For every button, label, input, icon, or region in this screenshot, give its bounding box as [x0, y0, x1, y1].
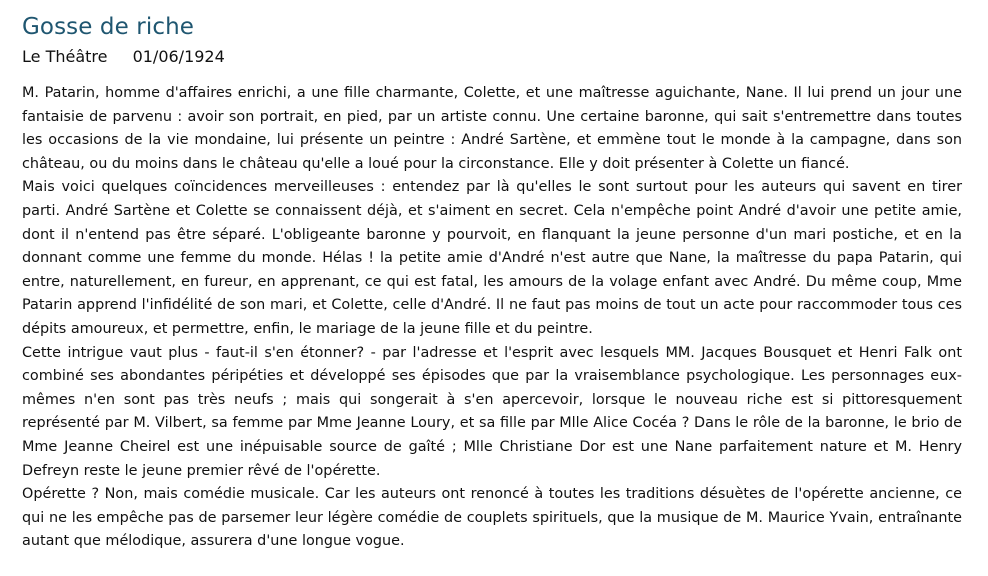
- paragraph: Cette intrigue vaut plus - faut-il s'en étonner? - par l'adresse et l'esprit avec lesquels MM. Jacques Bousquet et Henri Falk ont combiné ses abondantes péripéties et développé ses épisodes que par la vraisemblance psychologique. Les personnages eux-mêmes n'en sont pas très neufs ; mais qui songerait à s'en apercevoir, lorsque le nouveau riche est si pittoresquement représenté par M. Vilbert, sa femme par Mme Jeanne Loury, et sa fille par Mlle Alice Cocéa ? Dans le rôle de la baronne, le brio de Mme Jeanne Cheirel est une inépuisable source de gaîté ; Mlle Christiane Dor est une Nane parfaitement nature et M. Henry Defreyn reste le jeune premier rêvé de l'opérette.: [22, 344, 962, 479]
- paragraph: M. Patarin, homme d'affaires enrichi, a une fille charmante, Colette, et une maîtresse aguichante, Nane. Il lui prend un jour une fantaisie de parvenu : avoir son portrait, en pied, par un artiste connu. Une certaine baronne, qui sait s'entremettre dans toutes les occasions de la vie mondaine, lui présente un peintre : André Sartène, et emmène tout le monde à la campagne, dans son château, ou du moins dans le château qu'elle a loué pour la circonstance. Elle y doit présenter à Colette un fiancé.: [22, 85, 962, 172]
- document-page: [22, 12, 962, 554]
- article-meta: [22, 46, 962, 68]
- paragraph: Mais voici quelques coïncidences merveilleuses : entendez par là qu'elles le sont surtout pour les auteurs qui savent en tirer parti. André Sartène et Colette se connaissent déjà, et s'aiment en secret. Cela n'empêche point André d'avoir une petite amie, dont il n'entend pas être séparé. L'obligeante baronne y pourvoit, en flanquant la jeune personne d'un mari postiche, et en la donnant comme une femme du monde. Hélas ! la petite amie d'André n'est autre que Nane, la maîtresse du papa Patarin, qui entre, naturellement, en fureur, en apprenant, ce qui est fatal, les amours de la volage enfant avec André. Du même coup, Mme Patarin apprend l'infidélité de son mari, et Colette, celle d'André. Il ne faut pas moins de tout un acte pour raccommoder tous ces dépits amoureux, et permettre, enfin, le mariage de la jeune fille et du peintre.: [22, 179, 962, 337]
- article-title: Gosse de riche: [22, 14, 195, 40]
- article-date: 01/06/1924: [132, 47, 225, 66]
- article-source: Le Théâtre: [22, 47, 108, 66]
- paragraph: Opérette ? Non, mais comédie musicale. Car les auteurs ont renoncé à toutes les traditions désuètes de l'opérette ancienne, ce qui ne les empêche pas de parsemer leur légère comédie de couplets spirituels, que la musique de M. Maurice Yvain, entraînante autant que mélodique, assurera d'une longue vogue.: [22, 486, 962, 550]
- article-body: [22, 82, 962, 554]
